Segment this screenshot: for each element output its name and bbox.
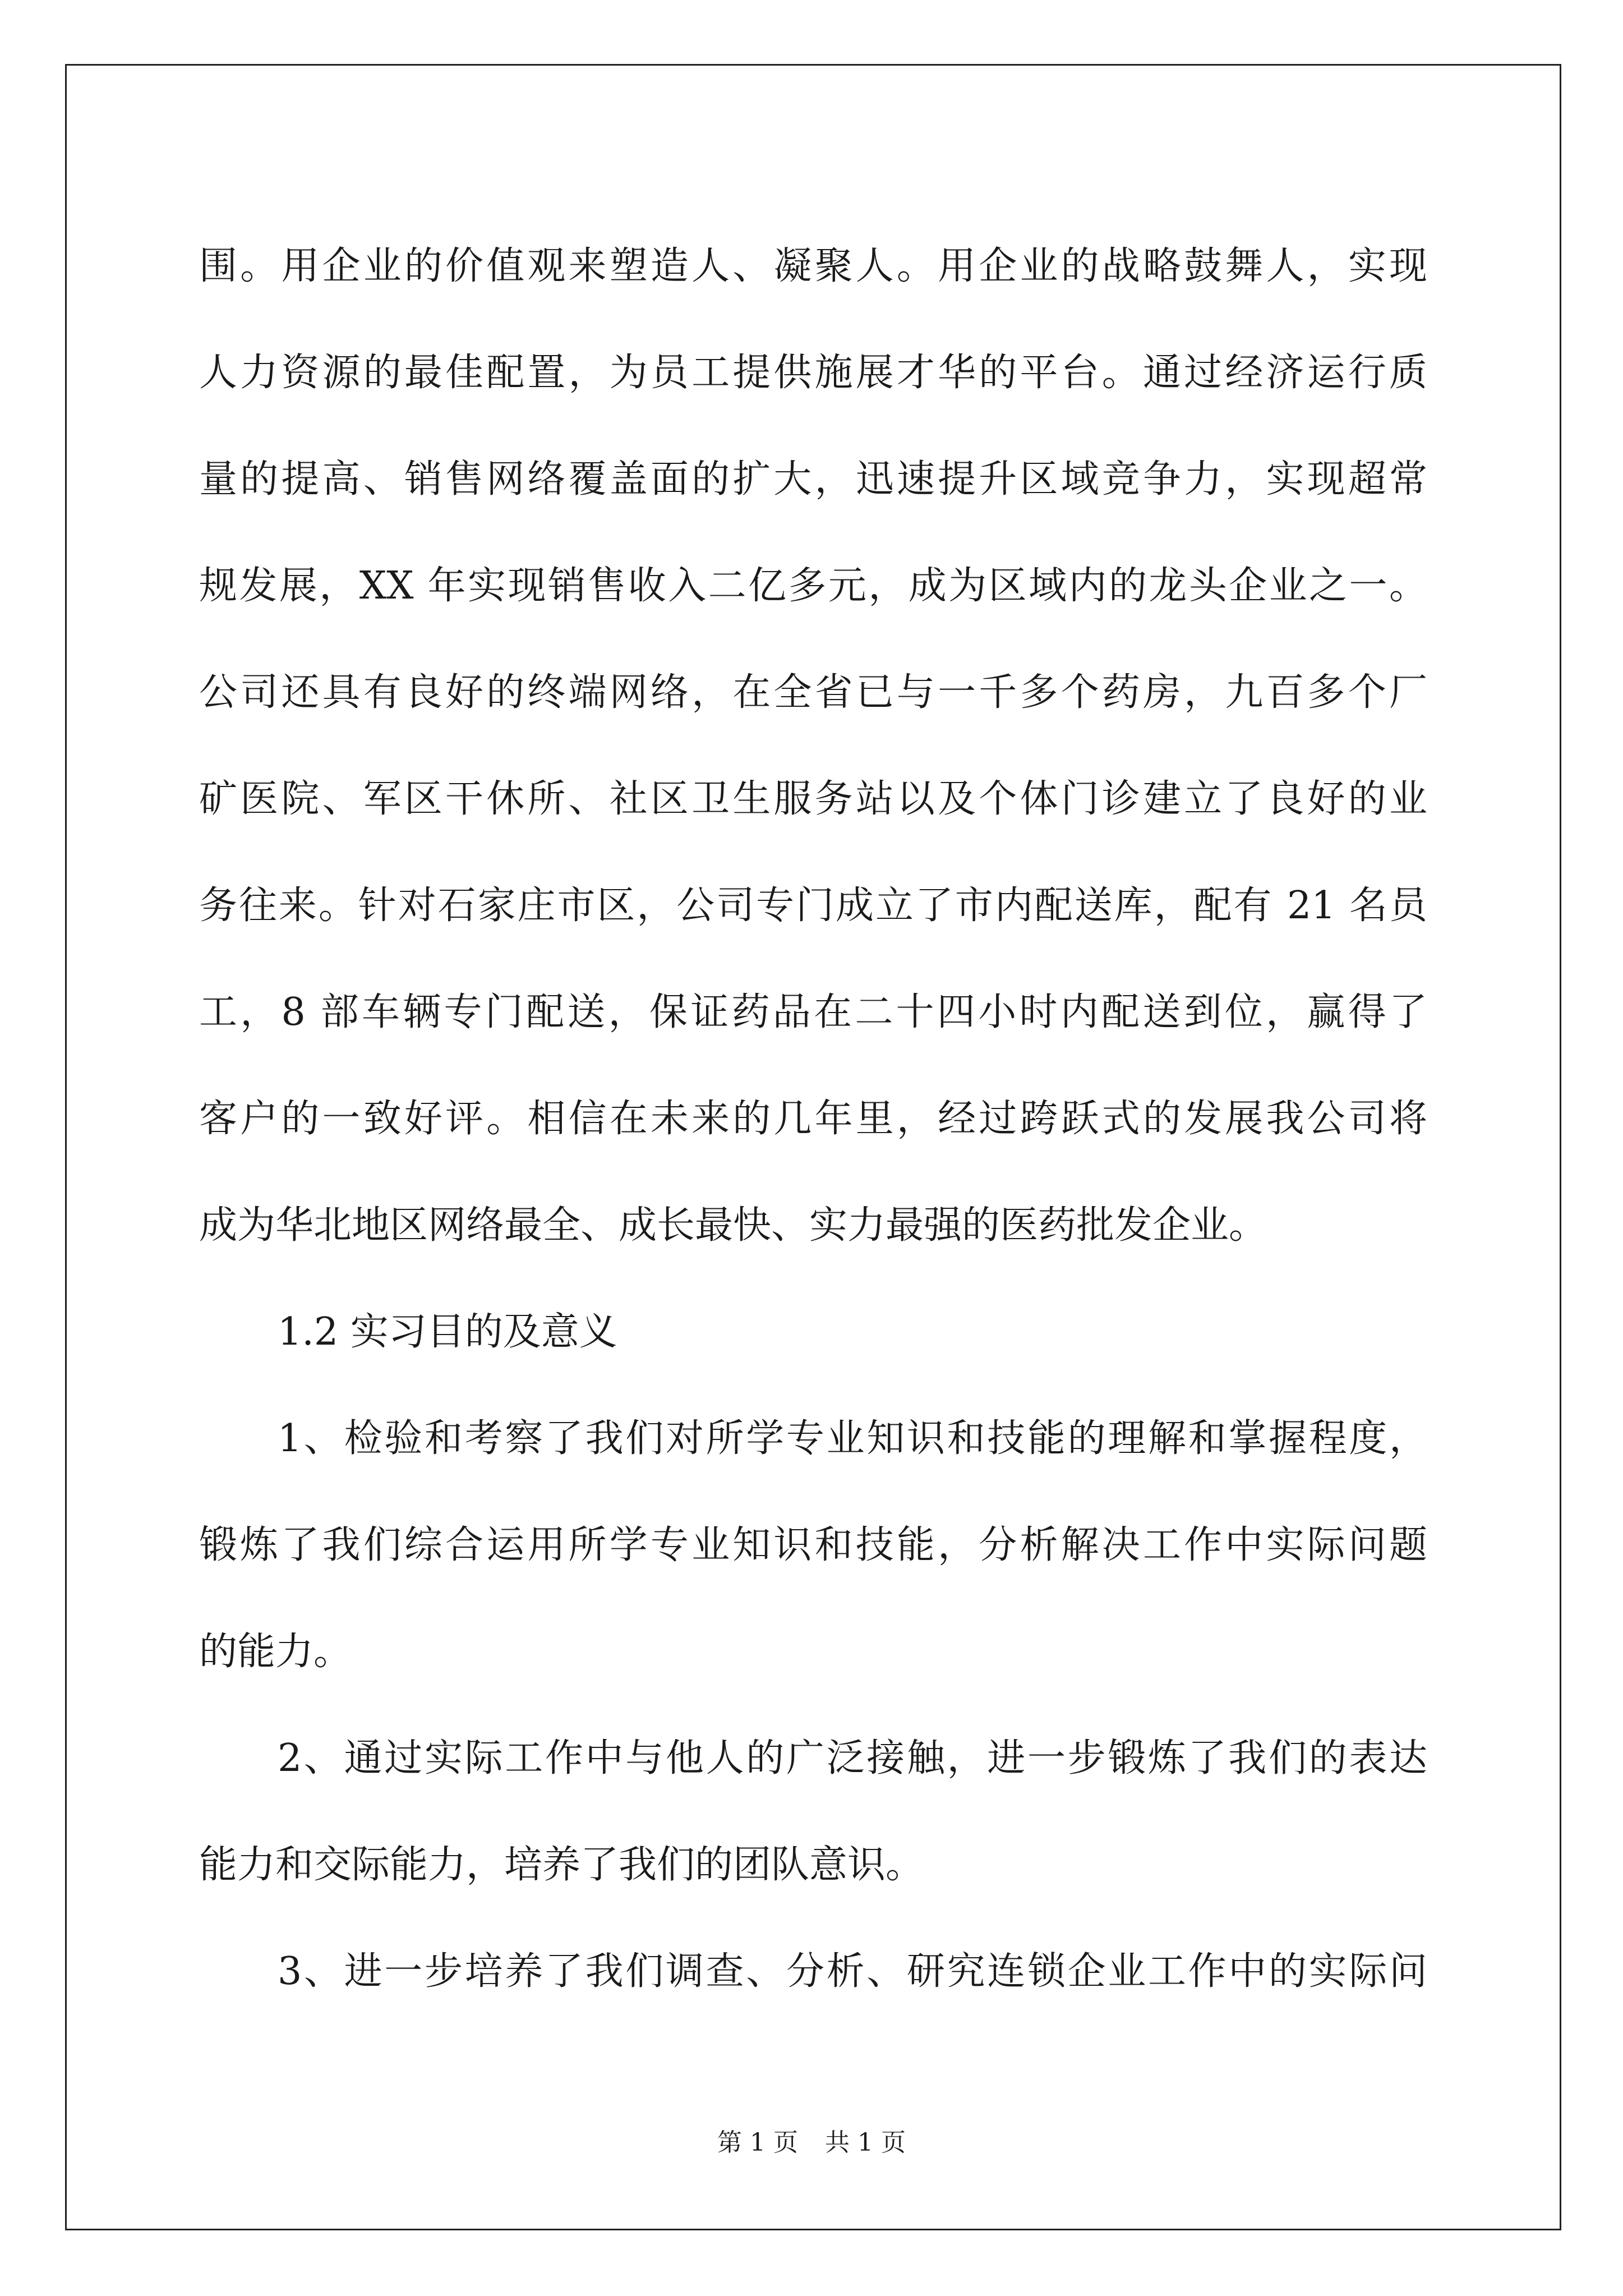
page-total: 共 1 页	[825, 2128, 906, 2157]
page-number: 第 1 页	[717, 2128, 798, 2157]
document-body	[199, 213, 1427, 2025]
list-item-line: 2、通过实际工作中与他人的广泛接触，进一步锻炼了我们的表达	[278, 1736, 1427, 1780]
list-item-line: 的能力。	[199, 1630, 352, 1674]
paragraph-line: 规发展，XX 年实现销售收入二亿多元，成为区域内的龙头企业之一。	[199, 564, 1427, 608]
paragraph-line: 公司还具有良好的终端网络，在全省已与一千多个药房，九百多个厂	[199, 670, 1427, 715]
paragraph-line: 量的提高、销售网络覆盖面的扩大，迅速提升区域竞争力，实现超常	[199, 457, 1427, 501]
list-item-line: 3、进一步培养了我们调查、分析、研究连锁企业工作中的实际问	[278, 1949, 1427, 1994]
paragraph-line: 客户的一致好评。相信在未来的几年里，经过跨跃式的发展我公司将	[199, 1097, 1427, 1141]
page-footer	[0, 2126, 1623, 2160]
paragraph-line: 矿医院、军区干休所、社区卫生服务站以及个体门诊建立了良好的业	[199, 777, 1427, 821]
paragraph-line: 围。用企业的价值观来塑造人、凝聚人。用企业的战略鼓舞人，实现	[199, 244, 1427, 288]
paragraph-line: 工，8 部车辆专门配送，保证药品在二十四小时内配送到位，赢得了	[199, 990, 1427, 1034]
paragraph-line: 成为华北地区网络最全、成长最快、实力最强的医药批发企业。	[199, 1203, 1267, 1248]
list-item-line: 能力和交际能力，培养了我们的团队意识。	[199, 1843, 924, 1887]
paragraph-line: 务往来。针对石家庄市区，公司专门成立了市内配送库，配有 21 名员	[199, 884, 1427, 928]
list-item-line: 锻炼了我们综合运用所学专业知识和技能，分析解决工作中实际问题	[199, 1523, 1427, 1567]
section-heading: 1.2 实习目的及意义	[278, 1310, 617, 1354]
list-item-line: 1、检验和考察了我们对所学专业知识和技能的理解和掌握程度，	[278, 1416, 1427, 1461]
paragraph-line: 人力资源的最佳配置，为员工提供施展才华的平台。通过经济运行质	[199, 351, 1427, 395]
